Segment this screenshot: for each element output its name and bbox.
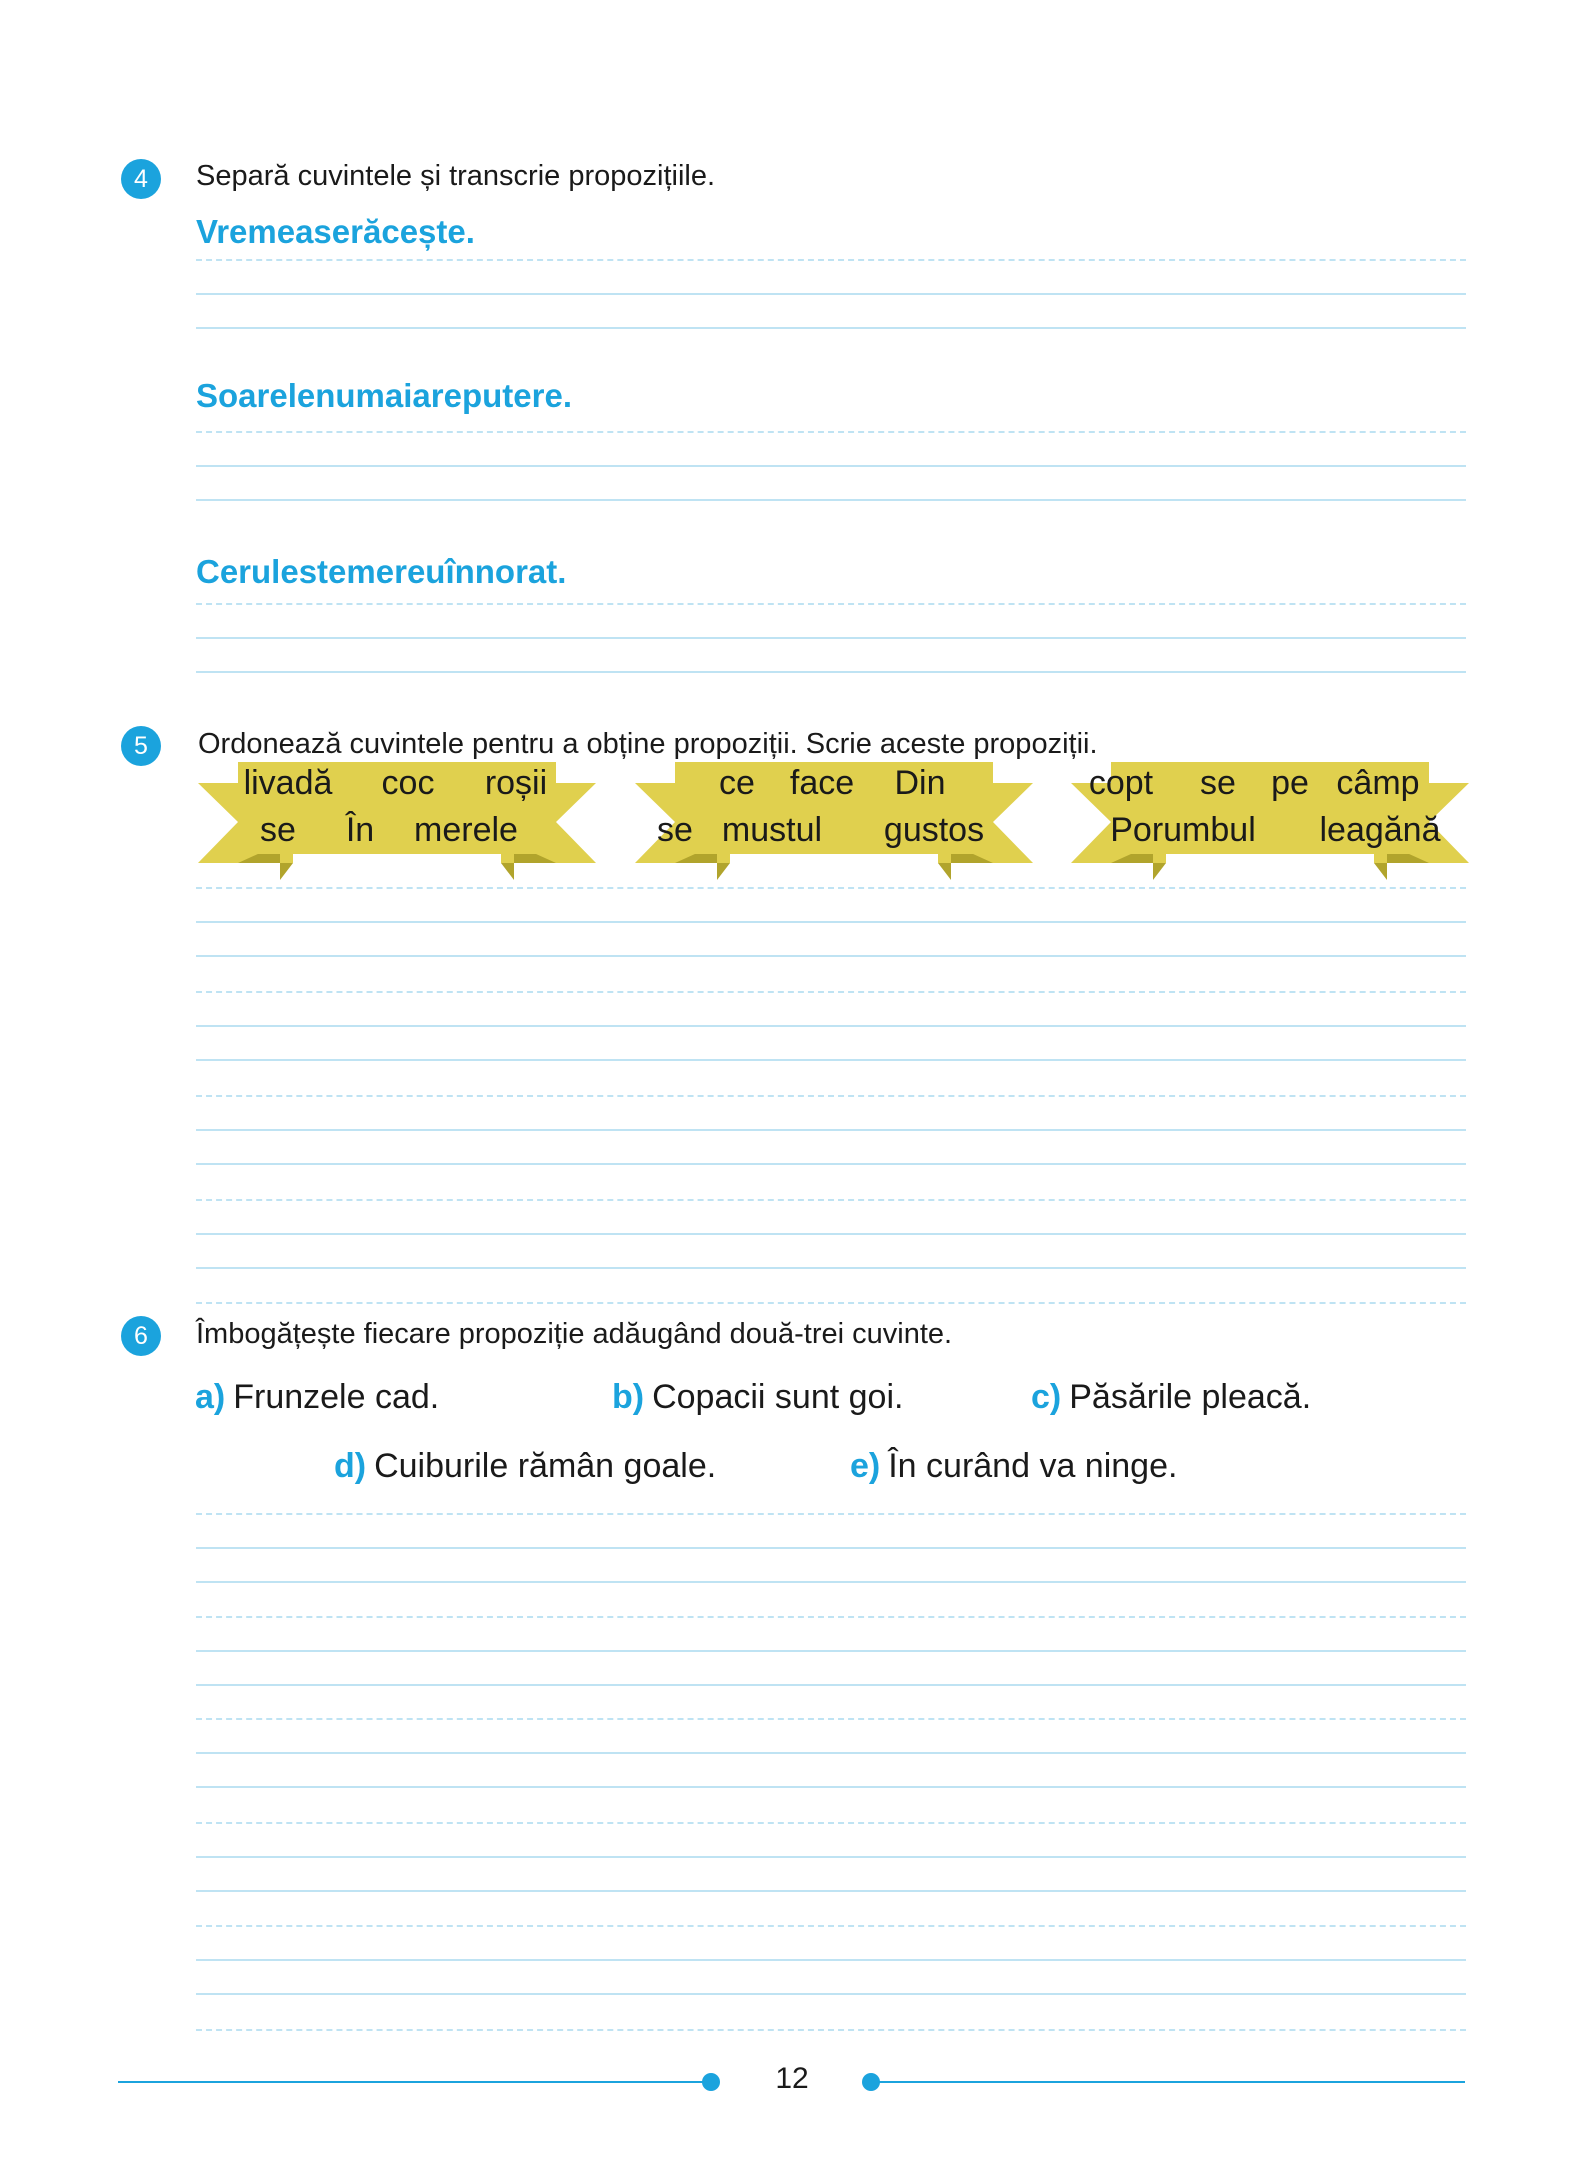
ribbon-word[interactable]: se <box>657 811 693 849</box>
writing-line <box>196 2029 1466 2031</box>
item-d <box>334 1447 716 1486</box>
ribbon-word[interactable]: gustos <box>883 811 985 849</box>
item-label: d) <box>334 1447 367 1485</box>
exercise-5-number: 5 <box>121 726 161 766</box>
item-c <box>1031 1378 1311 1417</box>
item-label: a) <box>195 1378 226 1416</box>
ribbon-word[interactable]: leagănă <box>1319 811 1441 849</box>
item-label: c) <box>1031 1378 1062 1416</box>
footer-rule-right <box>875 2081 1465 2083</box>
ribbon-word[interactable]: Din <box>894 764 946 802</box>
ribbon-word[interactable]: coc <box>381 764 435 802</box>
writing-lines[interactable] <box>196 1095 1466 1165</box>
ribbon-word[interactable]: roșii <box>484 764 548 802</box>
ribbon-word[interactable]: merele <box>414 811 518 849</box>
writing-lines[interactable] <box>196 1822 1466 1892</box>
ribbon-word[interactable]: face <box>789 764 855 802</box>
exercise-6-instruction: Îmbogățește fiecare propoziție adăugând două-trei cuvinte. <box>196 1318 953 1350</box>
ribbon-word[interactable]: se <box>260 811 296 849</box>
word-ribbon-1 <box>198 762 596 880</box>
writing-line <box>196 1302 1466 1304</box>
ribbon-word[interactable]: câmp <box>1336 764 1420 802</box>
ribbon-word[interactable]: În <box>345 811 375 849</box>
item-text: În curând va ninge. <box>888 1447 1178 1485</box>
writing-lines[interactable] <box>196 1199 1466 1269</box>
page-number: 12 <box>775 2062 809 2095</box>
scrambled-sentence-1: Vremeaserăcește. <box>196 213 475 250</box>
writing-lines[interactable] <box>196 259 1466 329</box>
item-a <box>195 1378 439 1417</box>
writing-lines[interactable] <box>196 603 1466 673</box>
ribbon-word[interactable]: livadă <box>243 764 333 802</box>
word-ribbon-3 <box>1071 762 1469 880</box>
ribbon-word[interactable]: Porumbul <box>1110 811 1256 849</box>
writing-lines[interactable] <box>196 887 1466 957</box>
exercise-6-number: 6 <box>121 1316 161 1356</box>
item-text: Cuiburile rămân goale. <box>374 1447 717 1485</box>
item-text: Copacii sunt goi. <box>652 1378 904 1416</box>
word-ribbon-2 <box>635 762 1033 880</box>
item-text: Frunzele cad. <box>233 1378 440 1416</box>
writing-lines[interactable] <box>196 1513 1466 1583</box>
writing-lines[interactable] <box>196 1925 1466 1995</box>
ribbon-word[interactable]: mustul <box>721 811 823 849</box>
exercise-4-number: 4 <box>121 159 161 199</box>
item-e <box>850 1447 1177 1486</box>
writing-lines[interactable] <box>196 991 1466 1061</box>
ribbon-word[interactable]: pe <box>1271 764 1309 802</box>
footer-rule-left <box>118 2081 706 2083</box>
ribbon-word[interactable]: copt <box>1088 764 1154 802</box>
exercise-5-instruction: Ordonează cuvintele pentru a obține propoziții. Scrie aceste propoziții. <box>198 728 1098 760</box>
scrambled-sentence-2: Soarelenumaiareputere. <box>196 377 572 414</box>
writing-lines[interactable] <box>196 431 1466 501</box>
scrambled-sentence-3: Cerulestemereuînnorat. <box>196 553 567 590</box>
exercise-4-instruction: Separă cuvintele și transcrie propozițiile. <box>196 160 716 192</box>
ribbon-word[interactable]: se <box>1200 764 1236 802</box>
writing-lines[interactable] <box>196 1718 1466 1788</box>
item-label: b) <box>612 1378 645 1416</box>
footer-dot-left <box>702 2073 720 2091</box>
writing-lines[interactable] <box>196 1616 1466 1686</box>
item-text: Păsările pleacă. <box>1069 1378 1312 1416</box>
ribbon-word[interactable]: ce <box>719 764 755 802</box>
item-label: e) <box>850 1447 881 1485</box>
item-b <box>612 1378 903 1417</box>
